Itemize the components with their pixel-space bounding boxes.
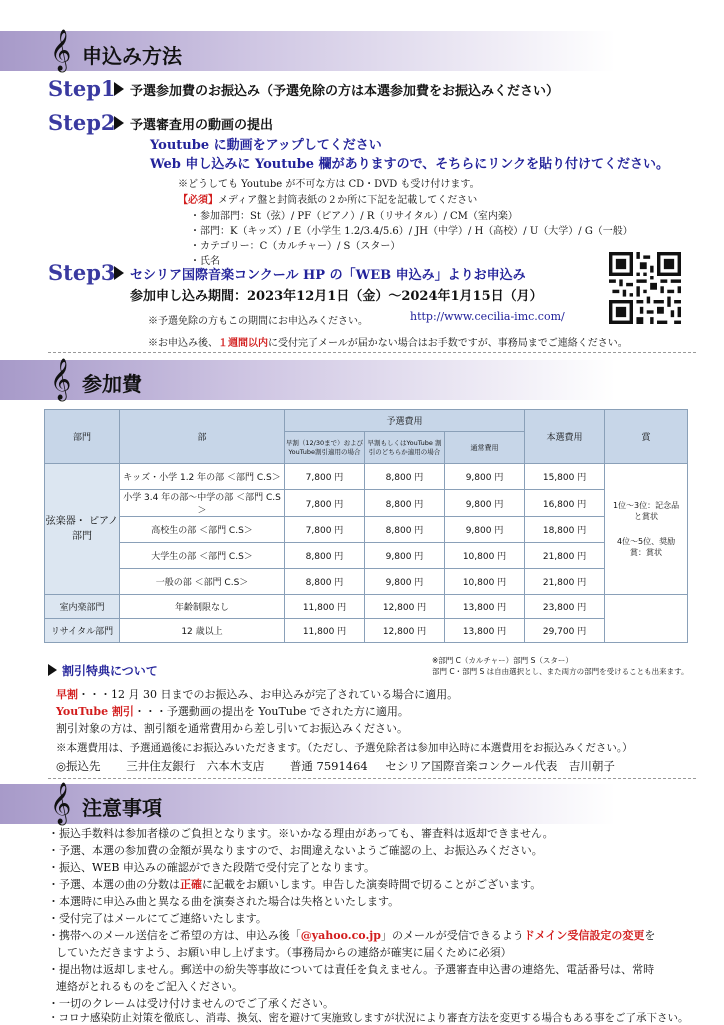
- step3-label: Step3: [48, 260, 116, 285]
- note-item: ・受付完了はメールにてご連絡いたします。: [48, 912, 267, 925]
- step1-text: 予選参加費のお振込み（予選免除の方は本選参加費をお振込みください）: [130, 84, 560, 99]
- header-dept: 部門: [45, 410, 120, 464]
- early-text: ・・・12 月 30 日までのお振込み、お申込みが完了されている場合に適用。: [78, 688, 459, 701]
- row-part: 年齢制限なし: [120, 595, 285, 619]
- arrow-right-icon: [114, 116, 124, 130]
- step3-period: 参加申し込み期間：2023年12月1日（金）～2024年1月15日（月）: [130, 289, 543, 304]
- mail-note-red: １週間以内: [218, 338, 268, 349]
- header-prelim: 予選費用: [285, 410, 525, 432]
- step2-item: ・カテゴリー：C（カルチャー）/ S（スター）: [190, 241, 401, 252]
- step2-line1: Youtube に動画をアップしてください: [150, 138, 382, 153]
- row-early: 8,800 円: [285, 543, 365, 569]
- discount-line4: ※本選費用は、予選通過後にお振込みいただきます。（ただし、予選免除者は参加申込時に本選費用をお振込みください。）: [56, 742, 633, 754]
- row-normal: 13,800 円: [445, 619, 525, 643]
- header-either: 早割もしくはYouTube 割引のどちらか適用の場合: [365, 432, 445, 464]
- required-text: メディア盤と封筒表紙の２か所に下記を記載してください: [218, 195, 478, 206]
- step3-exempt-note: ※予選免除の方もこの期間にお申込みください。: [148, 316, 368, 327]
- discount-line3: 割引対象の方は、割引額を通常費用から差し引いてお振込みください。: [56, 722, 408, 735]
- header-final: 本選費用: [525, 410, 605, 464]
- note-item: 連絡がとれるものをご記入ください。: [56, 980, 243, 993]
- bank-info: [56, 758, 615, 774]
- note-item: [48, 876, 541, 892]
- step2-title: 予選審査用の動画の提出: [130, 118, 274, 133]
- row-either: 8,800 円: [365, 490, 445, 517]
- note-item: ・本選時に申込み曲と異なる曲を演奏された場合は失格といたします。: [48, 895, 400, 908]
- arrow-right-icon: [48, 664, 57, 676]
- arrow-right-icon: [114, 82, 124, 96]
- row-early: 11,800 円: [285, 619, 365, 643]
- discount-early: [56, 686, 458, 702]
- row-normal: 9,800 円: [445, 464, 525, 490]
- header-early: 早割（12/30まで）および YouTube割引適用の場合: [285, 432, 365, 464]
- note-7-post: を: [644, 929, 656, 942]
- treble-clef-icon: 𝄞: [50, 30, 72, 71]
- note-item: していただきますよう、お願い申し上げます。（事務局からの連絡が確実に届くために必須）: [56, 946, 512, 959]
- note-item: ・振込、WEB 申込みの確認ができた段階で受付完了となります。: [48, 861, 376, 874]
- note-item: ・一切のクレームは受け付けませんのでご了承ください。: [48, 997, 334, 1010]
- note-4-red: 正確: [180, 878, 202, 891]
- note-7-red1: @yahoo.co.jp: [300, 929, 381, 942]
- table-row: [45, 595, 688, 619]
- note-item: ・コロナ感染防止対策を徹底し、消毒、換気、密を避けて実施致しますが状況により審査方法を変更する場合もある事をご了承下さい。: [48, 1012, 689, 1024]
- divider: [48, 778, 696, 779]
- step3-text: セシリア国際音楽コンクール HP の「WEB 申込み」よりお申込み: [130, 268, 526, 283]
- section-title-notes: 注意事項: [82, 796, 162, 820]
- note-7-mid: 」のメールが受信できるよう: [380, 929, 524, 942]
- step2-required: [178, 191, 477, 206]
- prize-empty: [605, 595, 688, 643]
- section-title-apply: 申込み方法: [82, 44, 182, 68]
- table-footnote-2: 部門 C・部門 S は自由選択とし、また両方の部門を受けることも出来ます。: [432, 667, 689, 676]
- bank-label: ◎振込先: [56, 759, 101, 773]
- arrow-right-icon: [114, 266, 124, 280]
- table-footnote-1: ※部門 C（カルチャー）部門 S（スター）: [432, 656, 573, 665]
- row-either: 9,800 円: [365, 543, 445, 569]
- required-tag: 【必須】: [178, 195, 218, 206]
- mail-note-pre: ※お申込み後、: [148, 338, 218, 349]
- row-either: 8,800 円: [365, 517, 445, 543]
- step2-cd-note: ※どうしても Youtube が不可な方は CD・DVD も受け付けます。: [178, 179, 480, 190]
- row-early: 7,800 円: [285, 464, 365, 490]
- row-normal: 10,800 円: [445, 543, 525, 569]
- note-4-pre: ・予選、本選の曲の分数は: [48, 878, 180, 891]
- table-row: [45, 569, 688, 595]
- row-either: 8,800 円: [365, 464, 445, 490]
- step2-item: ・参加部門：St（弦）/ PF（ピアノ）/ R（リサイタル）/ CM（室内楽）: [190, 211, 518, 222]
- row-early: 7,800 円: [285, 490, 365, 517]
- step3-mail-note: [148, 334, 628, 349]
- note-item: ・振込手数料は参加者様のご負担となります。※いかなる理由があっても、審査料は返却できません。: [48, 827, 554, 840]
- header-part: 部: [120, 410, 285, 464]
- group-label: 弦楽器・ ピアノ部門: [45, 464, 120, 595]
- discount-youtube: [56, 703, 409, 719]
- note-item: [48, 927, 655, 943]
- table-row: [45, 619, 688, 643]
- mail-note-post: に受付完了メールが届かない場合はお手数ですが、事務局までご連絡ください。: [268, 338, 628, 349]
- note-item: ・予選、本選の参加費の金額が異なりますので、お間違えないようご確認の上、お振込みください。: [48, 844, 543, 857]
- table-row: [45, 464, 688, 490]
- prize-text2: 4位～5位、奨励賞：賞状: [616, 537, 676, 558]
- recital-dept: リサイタル部門: [45, 619, 120, 643]
- row-final: 21,800 円: [525, 543, 605, 569]
- note-7-pre: ・携帯へのメール送信をご希望の方は、申込み後「: [48, 929, 301, 942]
- row-either: 12,800 円: [365, 595, 445, 619]
- bank-holder: セシリア国際音楽コンクール代表 吉川朝子: [385, 759, 615, 773]
- treble-clef-icon: 𝄞: [50, 359, 72, 400]
- note-item: ・提出物は返却しません。郵送中の紛失等事故については責任を負えません。予選審査申込書の連絡先、電話番号は、常時: [48, 963, 655, 976]
- section-title-fee: 参加費: [82, 372, 142, 396]
- treble-clef-icon: 𝄞: [50, 783, 72, 824]
- step2-line2: Web 申し込みに Youtube 欄がありますので、そちらにリンクを貼り付けてください。: [150, 157, 670, 172]
- row-early: 7,800 円: [285, 517, 365, 543]
- yt-label: YouTube 割引: [56, 705, 134, 718]
- qr-code-icon[interactable]: [609, 252, 681, 324]
- table-row: [45, 517, 688, 543]
- row-normal: 9,800 円: [445, 517, 525, 543]
- yt-text: ・・・予選動画の提出を YouTube でされた方に適用。: [133, 705, 409, 718]
- divider: [48, 352, 696, 353]
- row-part: 小学 3.4 年の部～中学の部 ＜部門 C.S＞: [120, 490, 285, 517]
- row-final: 23,800 円: [525, 595, 605, 619]
- step2-label: Step2: [48, 110, 116, 135]
- row-final: 16,800 円: [525, 490, 605, 517]
- early-label: 早割: [56, 688, 78, 701]
- row-part: 高校生の部 ＜部門 C.S＞: [120, 517, 285, 543]
- row-part: 大学生の部 ＜部門 C.S＞: [120, 543, 285, 569]
- row-either: 12,800 円: [365, 619, 445, 643]
- row-part: キッズ・小学 1.2 年の部 ＜部門 C.S＞: [120, 464, 285, 490]
- bank-name: 三井住友銀行 六本木支店: [126, 759, 265, 773]
- bank-account: 普通 7591464: [289, 759, 368, 773]
- prize-text: 1位～3位：記念品と賞状: [612, 500, 680, 521]
- row-final: 29,700 円: [525, 619, 605, 643]
- fee-table: [44, 409, 688, 643]
- chamber-dept: 室内楽部門: [45, 595, 120, 619]
- step3-url-link[interactable]: http://www.cecilia-imc.com/: [410, 310, 565, 323]
- table-row: [45, 490, 688, 517]
- row-part: 12 歳以上: [120, 619, 285, 643]
- discount-title: 割引特典について: [62, 664, 158, 678]
- row-normal: 9,800 円: [445, 490, 525, 517]
- prize-cell: [605, 464, 688, 595]
- row-normal: 13,800 円: [445, 595, 525, 619]
- step2-item: ・部門：K（キッズ）/ E（小学生 1.2/3.4/5.6）/ JH（中学）/ H（高校）/ U（大学）/ G（一般）: [190, 226, 633, 237]
- row-final: 21,800 円: [525, 569, 605, 595]
- note-4-post: に記載をお願いします。申告した演奏時間で切ることがございます。: [202, 878, 542, 891]
- row-either: 9,800 円: [365, 569, 445, 595]
- row-final: 18,800 円: [525, 517, 605, 543]
- step1-label: Step1: [48, 76, 116, 101]
- header-normal: 通常費用: [445, 432, 525, 464]
- row-part: 一般の部 ＜部門 C.S＞: [120, 569, 285, 595]
- row-final: 15,800 円: [525, 464, 605, 490]
- row-normal: 10,800 円: [445, 569, 525, 595]
- header-prize: 賞: [605, 410, 688, 464]
- table-row: [45, 543, 688, 569]
- step2-item: ・氏名: [190, 256, 220, 267]
- note-7-red2: ドメイン受信設定の変更: [523, 929, 645, 942]
- row-early: 8,800 円: [285, 569, 365, 595]
- row-early: 11,800 円: [285, 595, 365, 619]
